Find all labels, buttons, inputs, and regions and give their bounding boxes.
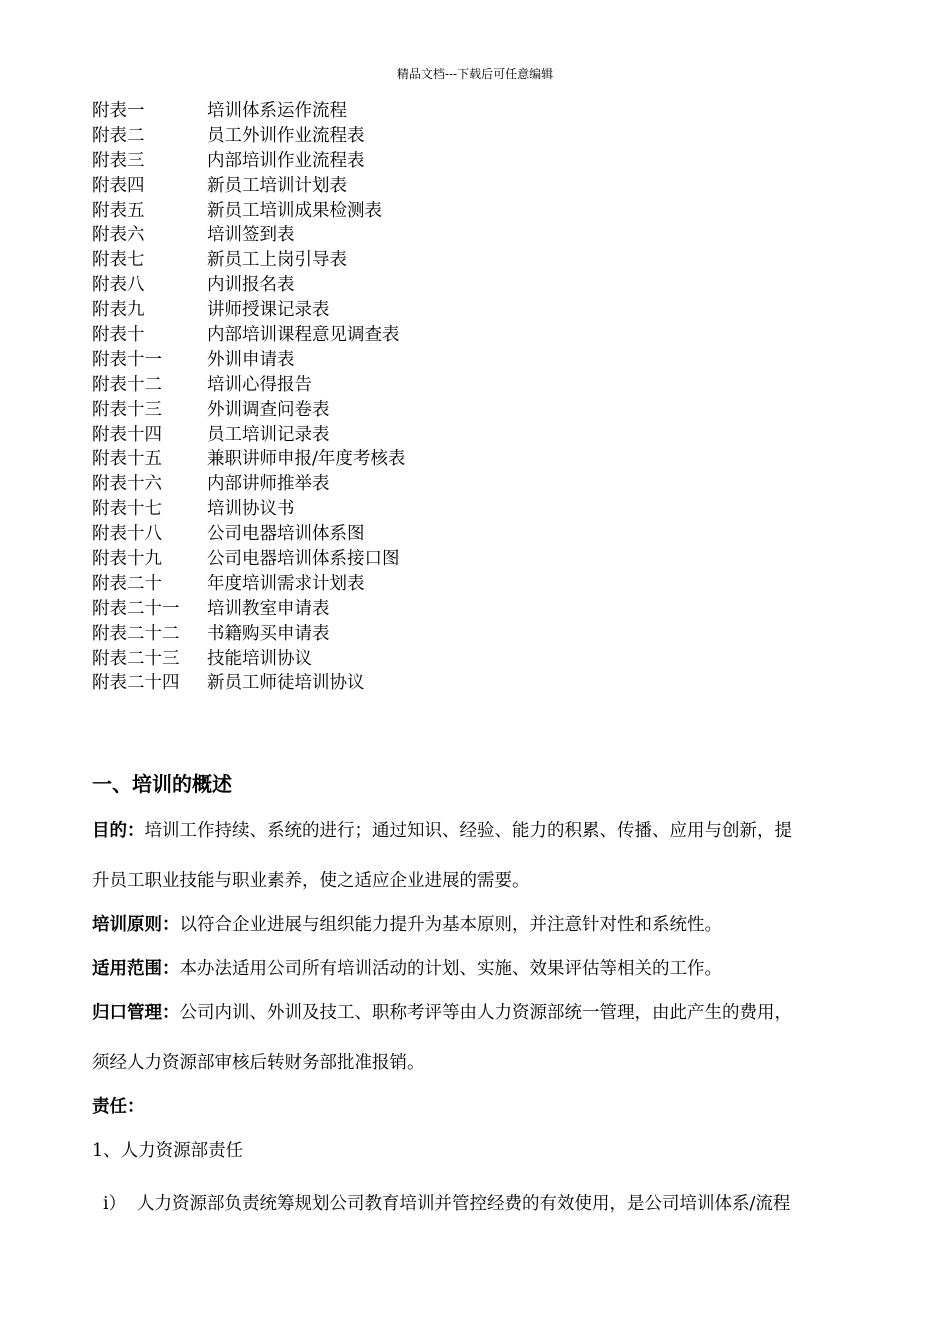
duty-subitem-marker: i） xyxy=(103,1194,127,1214)
appendix-row xyxy=(92,149,852,174)
principle-label: 培训原则： xyxy=(92,915,180,935)
appendix-key: 附表八 xyxy=(92,275,145,296)
appendix-title: 外训申请表 xyxy=(207,349,295,370)
appendix-title: 公司电器培训体系图 xyxy=(207,524,365,545)
management-text-line1: 公司内训、外训及技工、职称考评等由人力资源部统一管理，由此产生的费用， xyxy=(179,1003,792,1023)
appendix-title: 内部培训课程意见调查表 xyxy=(207,325,400,346)
appendix-row xyxy=(92,472,852,497)
appendix-title: 员工外训作业流程表 xyxy=(207,125,365,146)
appendix-title: 新员工师徒培训协议 xyxy=(207,673,365,694)
appendix-key: 附表九 xyxy=(92,300,145,321)
appendix-row xyxy=(92,248,852,273)
scope-text: 本办法适用公司所有培训活动的计划、实施、效果评估等相关的工作。 xyxy=(179,959,722,979)
page-header: 精品文档---下载后可任意编辑 xyxy=(396,67,554,81)
appendix-key: 附表二十四 xyxy=(92,673,180,694)
section-heading: 一、培训的概述 xyxy=(92,772,232,796)
duty-subitem-text: 人力资源部负责统筹规划公司教育培训并管控经费的有效使用，是公司培训体系/流程 xyxy=(137,1194,791,1214)
appendix-key: 附表十二 xyxy=(92,374,162,395)
appendix-row xyxy=(92,273,852,298)
appendix-title: 书籍购买申请表 xyxy=(207,623,330,644)
purpose-text-line2: 升员工职业技能与职业素养，使之适应企业进展的需要。 xyxy=(92,871,530,891)
appendix-title: 员工培训记录表 xyxy=(207,424,330,445)
principle-paragraph xyxy=(92,913,864,937)
appendix-row xyxy=(92,547,852,572)
appendix-key: 附表十四 xyxy=(92,424,162,445)
appendix-title: 培训心得报告 xyxy=(207,374,312,395)
appendix-row xyxy=(92,497,852,522)
purpose-paragraph xyxy=(92,819,864,843)
appendix-row xyxy=(92,199,852,224)
appendix-title: 培训协议书 xyxy=(207,499,295,520)
appendix-title: 兼职讲师申报/年度考核表 xyxy=(207,449,406,470)
appendix-title: 新员工培训计划表 xyxy=(207,175,347,196)
appendix-row xyxy=(92,99,852,124)
appendix-title: 公司电器培训体系接口图 xyxy=(207,549,400,570)
appendix-title: 讲师授课记录表 xyxy=(207,300,330,321)
appendix-row xyxy=(92,223,852,248)
duty-subitem xyxy=(103,1192,863,1216)
duty-item: 1、人力资源部责任 xyxy=(92,1141,244,1161)
purpose-text-line1: 培训工作持续、系统的进行；通过知识、经验、能力的积累、传播、应用与创新，提 xyxy=(144,821,792,841)
appendix-key: 附表二十三 xyxy=(92,648,180,669)
appendix-key: 附表三 xyxy=(92,150,145,171)
appendix-list xyxy=(92,99,852,696)
purpose-label: 目的： xyxy=(92,821,145,841)
appendix-title: 内部培训作业流程表 xyxy=(207,150,365,171)
appendix-key: 附表二十一 xyxy=(92,598,180,619)
appendix-key: 附表二 xyxy=(92,125,145,146)
appendix-row xyxy=(92,323,852,348)
management-text-line2: 须经人力资源部审核后转财务部批准报销。 xyxy=(92,1053,425,1073)
appendix-title: 内训报名表 xyxy=(207,275,295,296)
appendix-key: 附表十六 xyxy=(92,474,162,495)
scope-paragraph xyxy=(92,957,864,981)
duty-heading xyxy=(92,1095,864,1119)
appendix-title: 新员工上岗引导表 xyxy=(207,250,347,271)
appendix-title: 技能培训协议 xyxy=(207,648,312,669)
appendix-title: 年度培训需求计划表 xyxy=(207,573,365,594)
appendix-key: 附表十七 xyxy=(92,499,162,520)
appendix-row xyxy=(92,174,852,199)
appendix-key: 附表十 xyxy=(92,325,145,346)
appendix-title: 培训教室申请表 xyxy=(207,598,330,619)
appendix-title: 培训体系运作流程 xyxy=(207,101,347,121)
appendix-title: 外训调查问卷表 xyxy=(207,399,330,420)
appendix-row xyxy=(92,348,852,373)
appendix-key: 附表十五 xyxy=(92,449,162,470)
scope-label: 适用范围： xyxy=(92,959,180,979)
appendix-key: 附表六 xyxy=(92,225,145,246)
appendix-row xyxy=(92,647,852,672)
appendix-row xyxy=(92,671,852,696)
appendix-title: 内部讲师推举表 xyxy=(207,474,330,495)
appendix-key: 附表四 xyxy=(92,175,145,196)
appendix-key: 附表七 xyxy=(92,250,145,271)
management-label: 归口管理： xyxy=(92,1003,180,1023)
appendix-title: 培训签到表 xyxy=(207,225,295,246)
duty-label: 责任： xyxy=(92,1097,145,1117)
appendix-key: 附表十三 xyxy=(92,399,162,420)
appendix-row xyxy=(92,622,852,647)
principle-text: 以符合企业进展与组织能力提升为基本原则，并注意针对性和系统性。 xyxy=(179,915,722,935)
appendix-title: 新员工培训成果检测表 xyxy=(207,200,382,221)
appendix-key: 附表五 xyxy=(92,200,145,221)
management-paragraph xyxy=(92,1001,864,1025)
appendix-key: 附表一 xyxy=(92,101,145,121)
purpose-paragraph-cont xyxy=(92,869,864,893)
appendix-key: 附表二十 xyxy=(92,573,162,594)
appendix-key: 附表十八 xyxy=(92,524,162,545)
appendix-row xyxy=(92,398,852,423)
management-paragraph-cont xyxy=(92,1051,864,1075)
appendix-row xyxy=(92,522,852,547)
appendix-key: 附表二十二 xyxy=(92,623,180,644)
appendix-row xyxy=(92,298,852,323)
appendix-row xyxy=(92,124,852,149)
appendix-key: 附表十九 xyxy=(92,549,162,570)
appendix-row xyxy=(92,423,852,448)
appendix-row xyxy=(92,597,852,622)
appendix-row xyxy=(92,373,852,398)
appendix-key: 附表十一 xyxy=(92,349,162,370)
appendix-row xyxy=(92,447,852,472)
appendix-row xyxy=(92,572,852,597)
